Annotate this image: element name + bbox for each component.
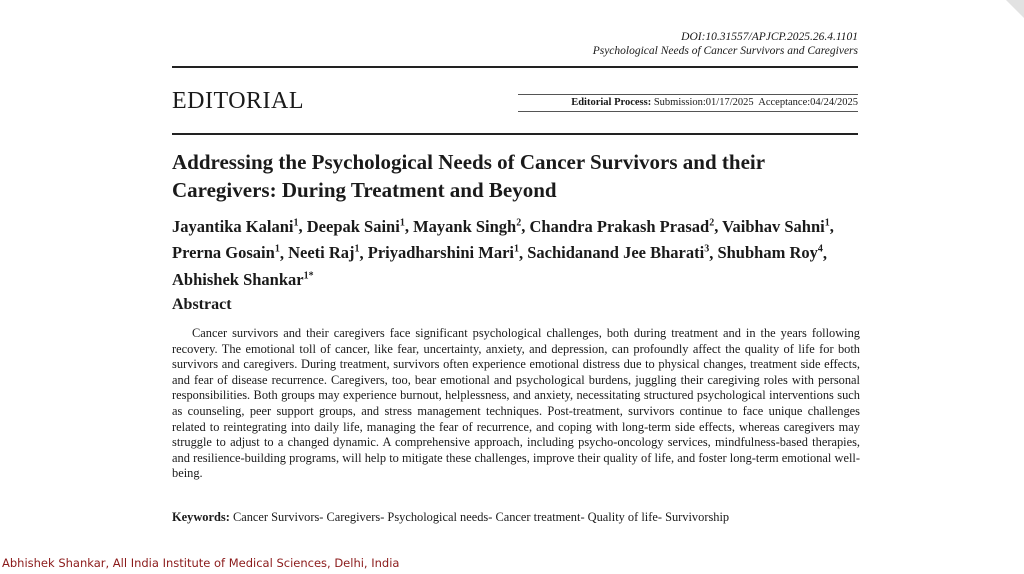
author-affiliation: 1 (824, 217, 830, 228)
author-affiliation: 2 (709, 217, 715, 228)
section-rule (172, 133, 858, 135)
author-name: Sachidanand Jee Bharati$^3$ (527, 243, 710, 262)
article-title: Addressing the Psychological Needs of Cancer Survivors and their Caregivers: During Treatment and Beyond (172, 150, 765, 202)
author-name: Shubham Roy$^4$ (717, 243, 823, 262)
abstract-heading: Abstract (172, 296, 232, 313)
keywords-list: Cancer Survivors- Caregivers- Psychological needs- Cancer treatment- Quality of life- Survivorship (232, 510, 730, 524)
abstract-text: Cancer survivors and their caregivers face significant psychological challenges, both during treatment and in the years following recovery. The emotional toll of cancer, like fear, uncertainty, anxiety, and depression, can profoundly affect the quality of life for both survivors and caregivers. During treatment, survivors often experience emotional distress due to physical changes, treatment side effects, and fear of disease recurrence. Caregivers, too, bear emotional and psychological burdens, juggling their caregiving roles with personal responsibilities. Both groups may experience burnout, helplessness, and anxiety, necessitating structured psychological interventions such as counseling, peer support groups, and stress management techniques. Post-treatment, survivors continue to face unique challenges related to reintegrating into daily life, managing the fear of recurrence, and coping with long-term side effects, whereas caregivers may struggle to adjust to a changed dynamic. A comprehensive approach, including psycho-oncology services, mindfulness-based therapies, and resilience-building programs, will help to mitigate these challenges, improve their quality of life, and foster long-term emotional well-being. (172, 326, 860, 481)
author-affiliation: 2 (516, 217, 522, 228)
author-name: Abhishek Shankar$^{1*}$ (172, 269, 314, 289)
author-affiliation: 1 (274, 243, 280, 255)
author-name: Vaibhav Sahni$^1$ (722, 216, 830, 236)
author-affiliation: 1* (303, 270, 314, 281)
slide-corner-fold (1006, 0, 1024, 18)
journal-header (440, 30, 858, 58)
header-rule (172, 66, 858, 68)
author-name: Priyadharshini Mari$^1$ (367, 243, 519, 262)
author-affiliation: 1 (293, 217, 299, 228)
author-affiliation: 3 (704, 243, 710, 255)
author-name: Prerna Gosain$^1$ (172, 243, 280, 262)
author-name: Deepak Saini$^1$ (306, 216, 405, 236)
author-list: Jayantika Kalani$^1$, Deepak Saini$^1$, Mayank Singh$^2$, Chandra Prakash Prasad$^2$, Vaibhav Sahni$^1$, Prerna Gosain$^1$, Neeti Raj$^1$, Priyadharshini Mari$^1$, Sachidanand Jee Bharati$^3$, Shubham Roy$^4$, Abhishek Shankar$^{1*}$ (172, 216, 834, 289)
keywords (172, 510, 860, 525)
editorial-process (518, 94, 858, 112)
editorial-process-label: Editorial Process: (571, 97, 652, 108)
author-affiliation: 1 (399, 217, 405, 228)
running-title: Psychological Needs of Cancer Survivors and Caregivers (592, 45, 858, 57)
author-name: Jayantika Kalani$^1$ (172, 216, 299, 236)
section-label: EDITORIAL (172, 88, 305, 114)
author-name: Neeti Raj$^1$ (288, 243, 360, 262)
editorial-process-dates: Submission:01/17/2025 Acceptance:04/24/2025 (653, 97, 858, 108)
author-name: Chandra Prakash Prasad$^2$ (529, 216, 715, 236)
author-affiliation: 1 (513, 243, 519, 255)
author-affiliation: 4 (817, 243, 823, 255)
author-affiliation: 1 (354, 243, 360, 255)
slide-footer: Abhishek Shankar, All India Institute of Medical Sciences, Delhi, India (2, 556, 400, 570)
keywords-label: Keywords: (172, 510, 230, 524)
doi-text: DOI:10.31557/APJCP.2025.26.4.1101 (681, 31, 858, 43)
author-name: Mayank Singh$^2$ (413, 216, 522, 236)
